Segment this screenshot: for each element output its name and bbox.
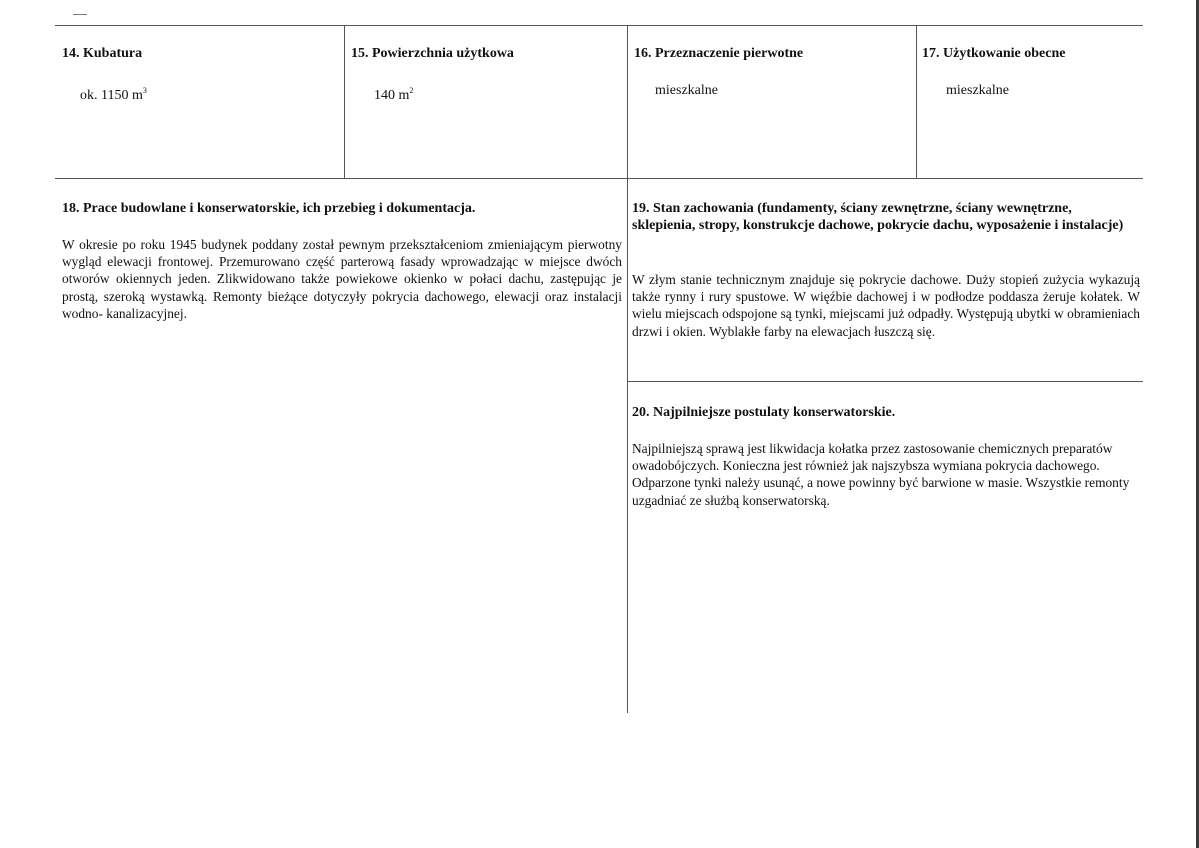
powierzchnia-value: 140 $m^2$ [374,86,414,103]
table-top-border [55,25,1143,26]
row-divider [55,178,1143,179]
col-divider-3 [916,25,917,178]
przeznaczenie-heading: 16. Przeznaczenie pierwotne [634,46,804,61]
kubatura-unit-exponent: 3 [142,86,147,95]
kubatura-heading: 14. Kubatura [62,46,143,61]
section-18-heading: 18. Prace budowlane i konserwatorskie, ich przebieg i dokumentacja. [62,201,476,216]
section-18-text: W okresie po roku 1945 budynek poddany został pewnym przekształceniom zmieniającym pierwotny wygląd elewacji frontowej. Przemurowano część parterową fasady wprowadzając w miejsce dwóch otworów okiennych jeden. Zlikwidowano także powiekowe okienko w połaci dachu, zastępując je prostą, szeroką wystawką. Remonty bieżące dotyczyły pokrycia dachowego, elewacji oraz instalacji wodno- kanalizacyjnej. [62,237,622,321]
kubatura-value: ok. 1150 $m^3$ [80,86,147,103]
col-divider-1 [344,25,345,178]
section-19-text: W złym stanie technicznym znajduje się pokrycie dachowe. Duży stopień zużycia wykazują także rynny i rury spustowe. W więźbie dachowej i w podłodze poddasza żeruje kołatek. W wielu miejscach odspojone są tynki, miejscami już odpadły. Występują ubytki w obramieniach drzwi i okien. Wyblakłe farby na elewacjach łuszczą się. [632,272,1140,339]
section-19-20-divider [627,381,1143,382]
powierzchnia-heading: 15. Powierzchnia użytkowa [351,46,514,61]
col-divider-2 [627,25,628,713]
uzytkowanie-value: mieszkalne [946,83,1009,98]
powierzchnia-unit-exponent: 2 [409,86,414,95]
section-19-heading: 19. Stan zachowania (fundamenty, ściany zewnętrzne, ściany wewnętrzne, sklepienia, stropy, konstrukcje dachowe, pokrycie dachu, wyposażenie i instalacje) [632,201,1124,233]
przeznaczenie-value: mieszkalne [655,83,718,98]
uzytkowanie-heading: 17. Użytkowanie obecne [922,46,1066,61]
section-20-text: Najpilniejszą sprawą jest likwidacja kołatka przez zastosowanie chemicznych preparatów owadobójczych. Konieczna jest również jak najszybsza wymiana pokrycia dachowego. Odparzone tynki należy usunąć, a nowe powinny być barwione w masie. Wszystkie remonty uzgadniać ze służbą konserwatorską. [632,441,1130,508]
section-20-heading: 20. Najpilniejsze postulaty konserwatorskie. [632,405,896,420]
corner-mark [73,14,87,15]
